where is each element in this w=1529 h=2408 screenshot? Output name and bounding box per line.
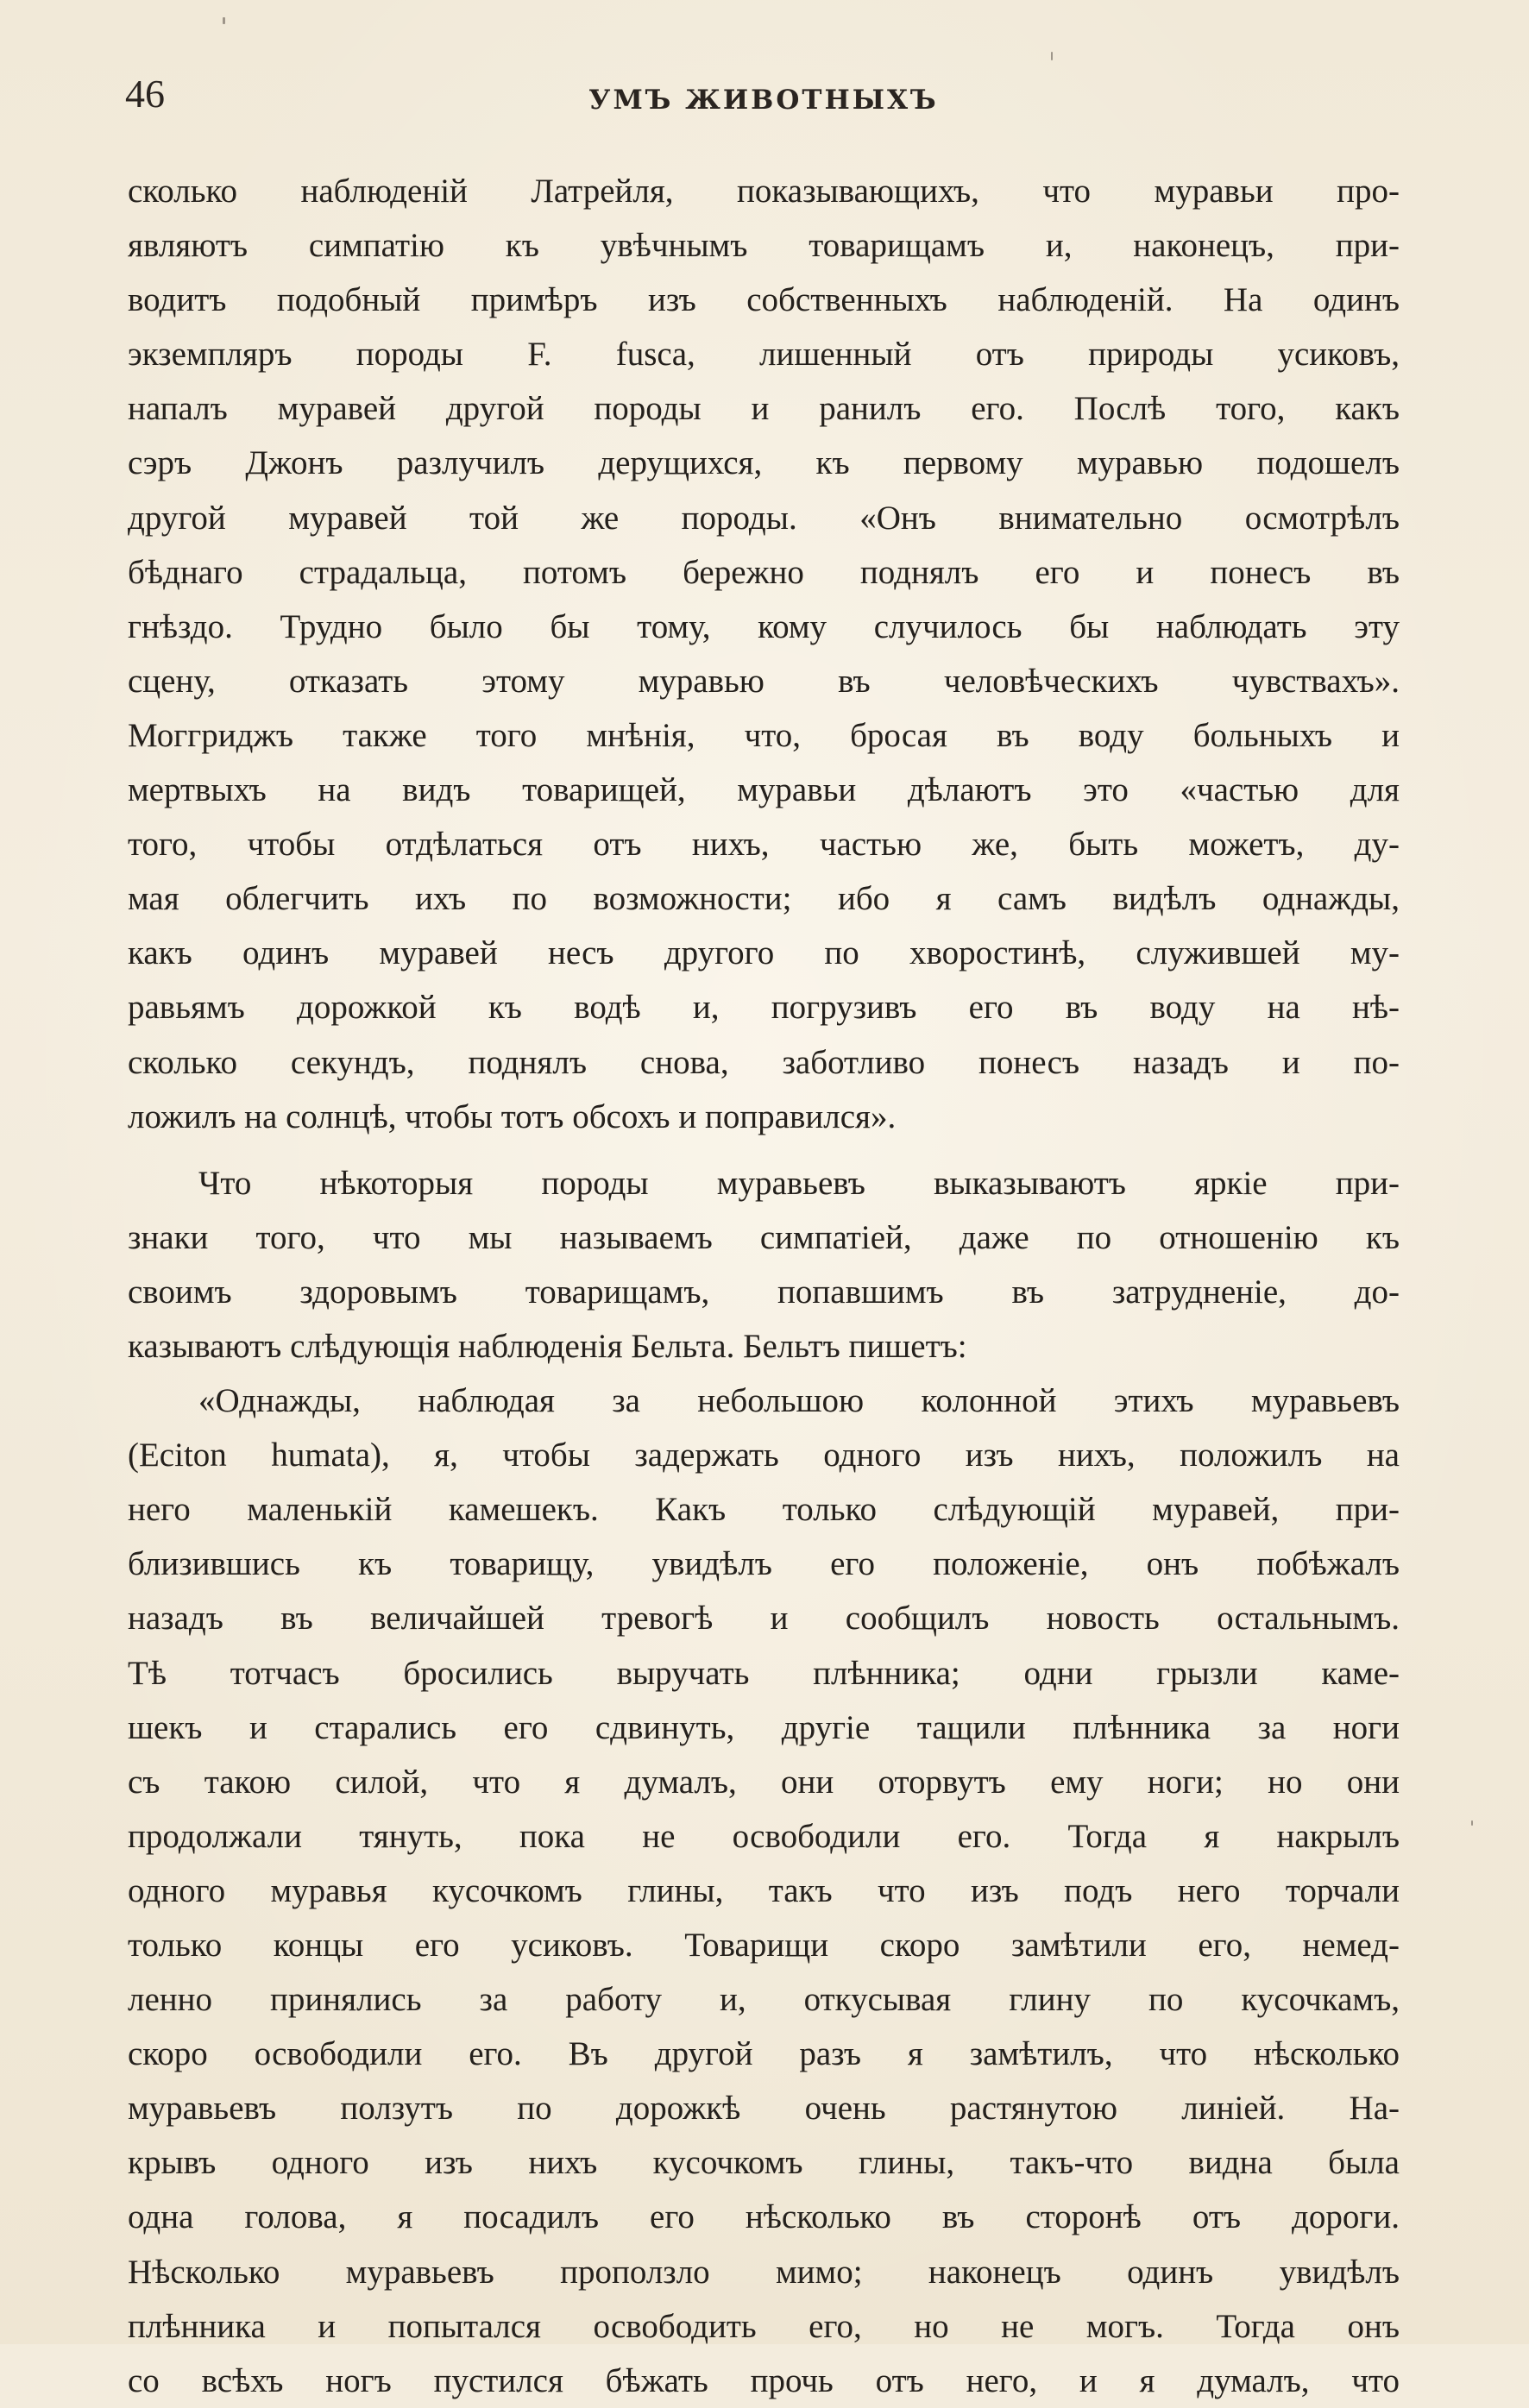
text-line: муравьевъ ползутъ по дорожкѣ очень растянутою линіей. На- — [128, 2090, 1400, 2128]
body-text — [128, 164, 1400, 2408]
text-line: равьямъ дорожкой къ водѣ и, погрузивъ его въ воду на нѣ- — [128, 989, 1400, 1027]
scan-speck — [223, 17, 225, 24]
text-line: сколько наблюденій Латрейля, показывающихъ, что муравьи про- — [128, 173, 1400, 210]
text-line: съ такою силой, что я думалъ, они оторвутъ ему ноги; но они — [128, 1763, 1400, 1801]
scan-speck — [1051, 52, 1053, 60]
running-title: УМЪ ЖИВОТНЫХЪ — [588, 85, 939, 116]
text-line: гнѣздо. Трудно было бы тому, кому случилось бы наблюдать эту — [128, 607, 1400, 645]
text-line: близившись къ товарищу, увидѣлъ его положеніе, онъ побѣжалъ — [128, 1545, 1400, 1583]
text-line: сцену, отказать этому муравью въ человѣческихъ чувствахъ». — [128, 662, 1400, 700]
page-header — [125, 71, 1402, 131]
text-line: крывъ одного изъ нихъ кусочкомъ глины, такъ-что видна была — [128, 2144, 1400, 2182]
text-line: водитъ подобный примѣръ изъ собственныхъ наблюденій. На одинъ — [128, 281, 1400, 319]
paragraph-1 — [128, 164, 1400, 1144]
text-line: являютъ симпатію къ увѣчнымъ товарищамъ и, наконецъ, при- — [128, 227, 1400, 265]
text-line: Что нѣкоторыя породы муравьевъ выказываютъ яркіе при- — [198, 1164, 1400, 1202]
text-line: какъ одинъ муравей несъ другого по хворостинѣ, служившей му- — [128, 934, 1400, 972]
text-line: напалъ муравей другой породы и ранилъ его. Послѣ того, какъ — [128, 390, 1400, 428]
text-line: бѣднаго страдальца, потомъ бережно поднялъ его и понесъ въ — [128, 553, 1400, 591]
page-number: 46 — [125, 72, 165, 116]
text-line: Тѣ тотчасъ бросились выручать плѣнника; одни грызли каме- — [128, 1654, 1400, 1692]
text-line: со всѣхъ ногъ пустился бѣжать прочь отъ него, и я думалъ, что — [128, 2361, 1400, 2399]
text-line: сэръ Джонъ разлучилъ дерущихся, къ первому муравью подошелъ — [128, 444, 1400, 482]
text-line: ленно принялись за работу и, откусывая глину по кусочкамъ, — [128, 1981, 1400, 2019]
text-line: экземпляръ породы F. fusca, лишенный отъ природы усиковъ, — [128, 336, 1400, 374]
paragraph-3 — [128, 1374, 1400, 2408]
text-line: только концы его усиковъ. Товарищи скоро замѣтили его, немед- — [128, 1927, 1400, 1964]
text-line: плѣнника и попытался освободить его, но не могъ. Тогда онъ — [128, 2307, 1400, 2345]
text-line: сколько секундъ, поднялъ снова, заботливо понесъ назадъ и по- — [128, 1043, 1400, 1081]
text-line: казываютъ слѣдующія наблюденія Бельта. Бельтъ пишетъ: — [128, 1327, 967, 1365]
text-line: одного муравья кусочкомъ глины, такъ что изъ подъ него торчали — [128, 1871, 1400, 1909]
text-line: мая облегчить ихъ по возможности; ибо я самъ видѣлъ однажды, — [128, 880, 1400, 918]
text-line: продолжали тянуть, пока не освободили его. Тогда я накрылъ — [128, 1817, 1400, 1855]
text-line: одна голова, я посадилъ его нѣсколько въ сторонѣ отъ дороги. — [128, 2198, 1400, 2236]
text-line: скоро освободили его. Въ другой разъ я замѣтилъ, что нѣсколько — [128, 2035, 1400, 2073]
text-line: него маленькій камешекъ. Какъ только слѣдующій муравей, при- — [128, 1491, 1400, 1529]
paragraph-2 — [128, 1156, 1400, 1374]
text-line: (Eciton humata), я, чтобы задержать одного изъ нихъ, положилъ на — [128, 1437, 1400, 1474]
scan-speck — [1471, 1820, 1473, 1826]
text-line: своимъ здоровымъ товарищамъ, попавшимъ въ затрудненіе, до- — [128, 1273, 1400, 1311]
text-line: другой муравей той же породы. «Онъ внимательно осмотрѣлъ — [128, 499, 1400, 537]
text-line: того, чтобы отдѣлаться отъ нихъ, частью же, быть можетъ, ду- — [128, 826, 1400, 864]
text-line: знаки того, что мы называемъ симпатіей, даже по отношенію къ — [128, 1218, 1400, 1256]
text-line: мертвыхъ на видъ товарищей, муравьи дѣлаютъ это «частью для — [128, 771, 1400, 809]
text-line: назадъ въ величайшей тревогѣ и сообщилъ новость остальнымъ. — [128, 1600, 1400, 1638]
paragraph-gap — [128, 1144, 1400, 1156]
text-line: ложилъ на солнцѣ, чтобы тотъ обсохъ и поправился». — [128, 1097, 897, 1135]
text-line: Моггриджъ также того мнѣнія, что, бросая въ воду больныхъ и — [128, 716, 1400, 754]
text-line: Нѣсколько муравьевъ проползло мимо; наконецъ одинъ увидѣлъ — [128, 2253, 1400, 2291]
text-line: шекъ и старались его сдвинуть, другіе тащили плѣнника за ноги — [128, 1708, 1400, 1746]
text-line: «Однажды, наблюдая за небольшою колонной этихъ муравьевъ — [198, 1382, 1400, 1420]
